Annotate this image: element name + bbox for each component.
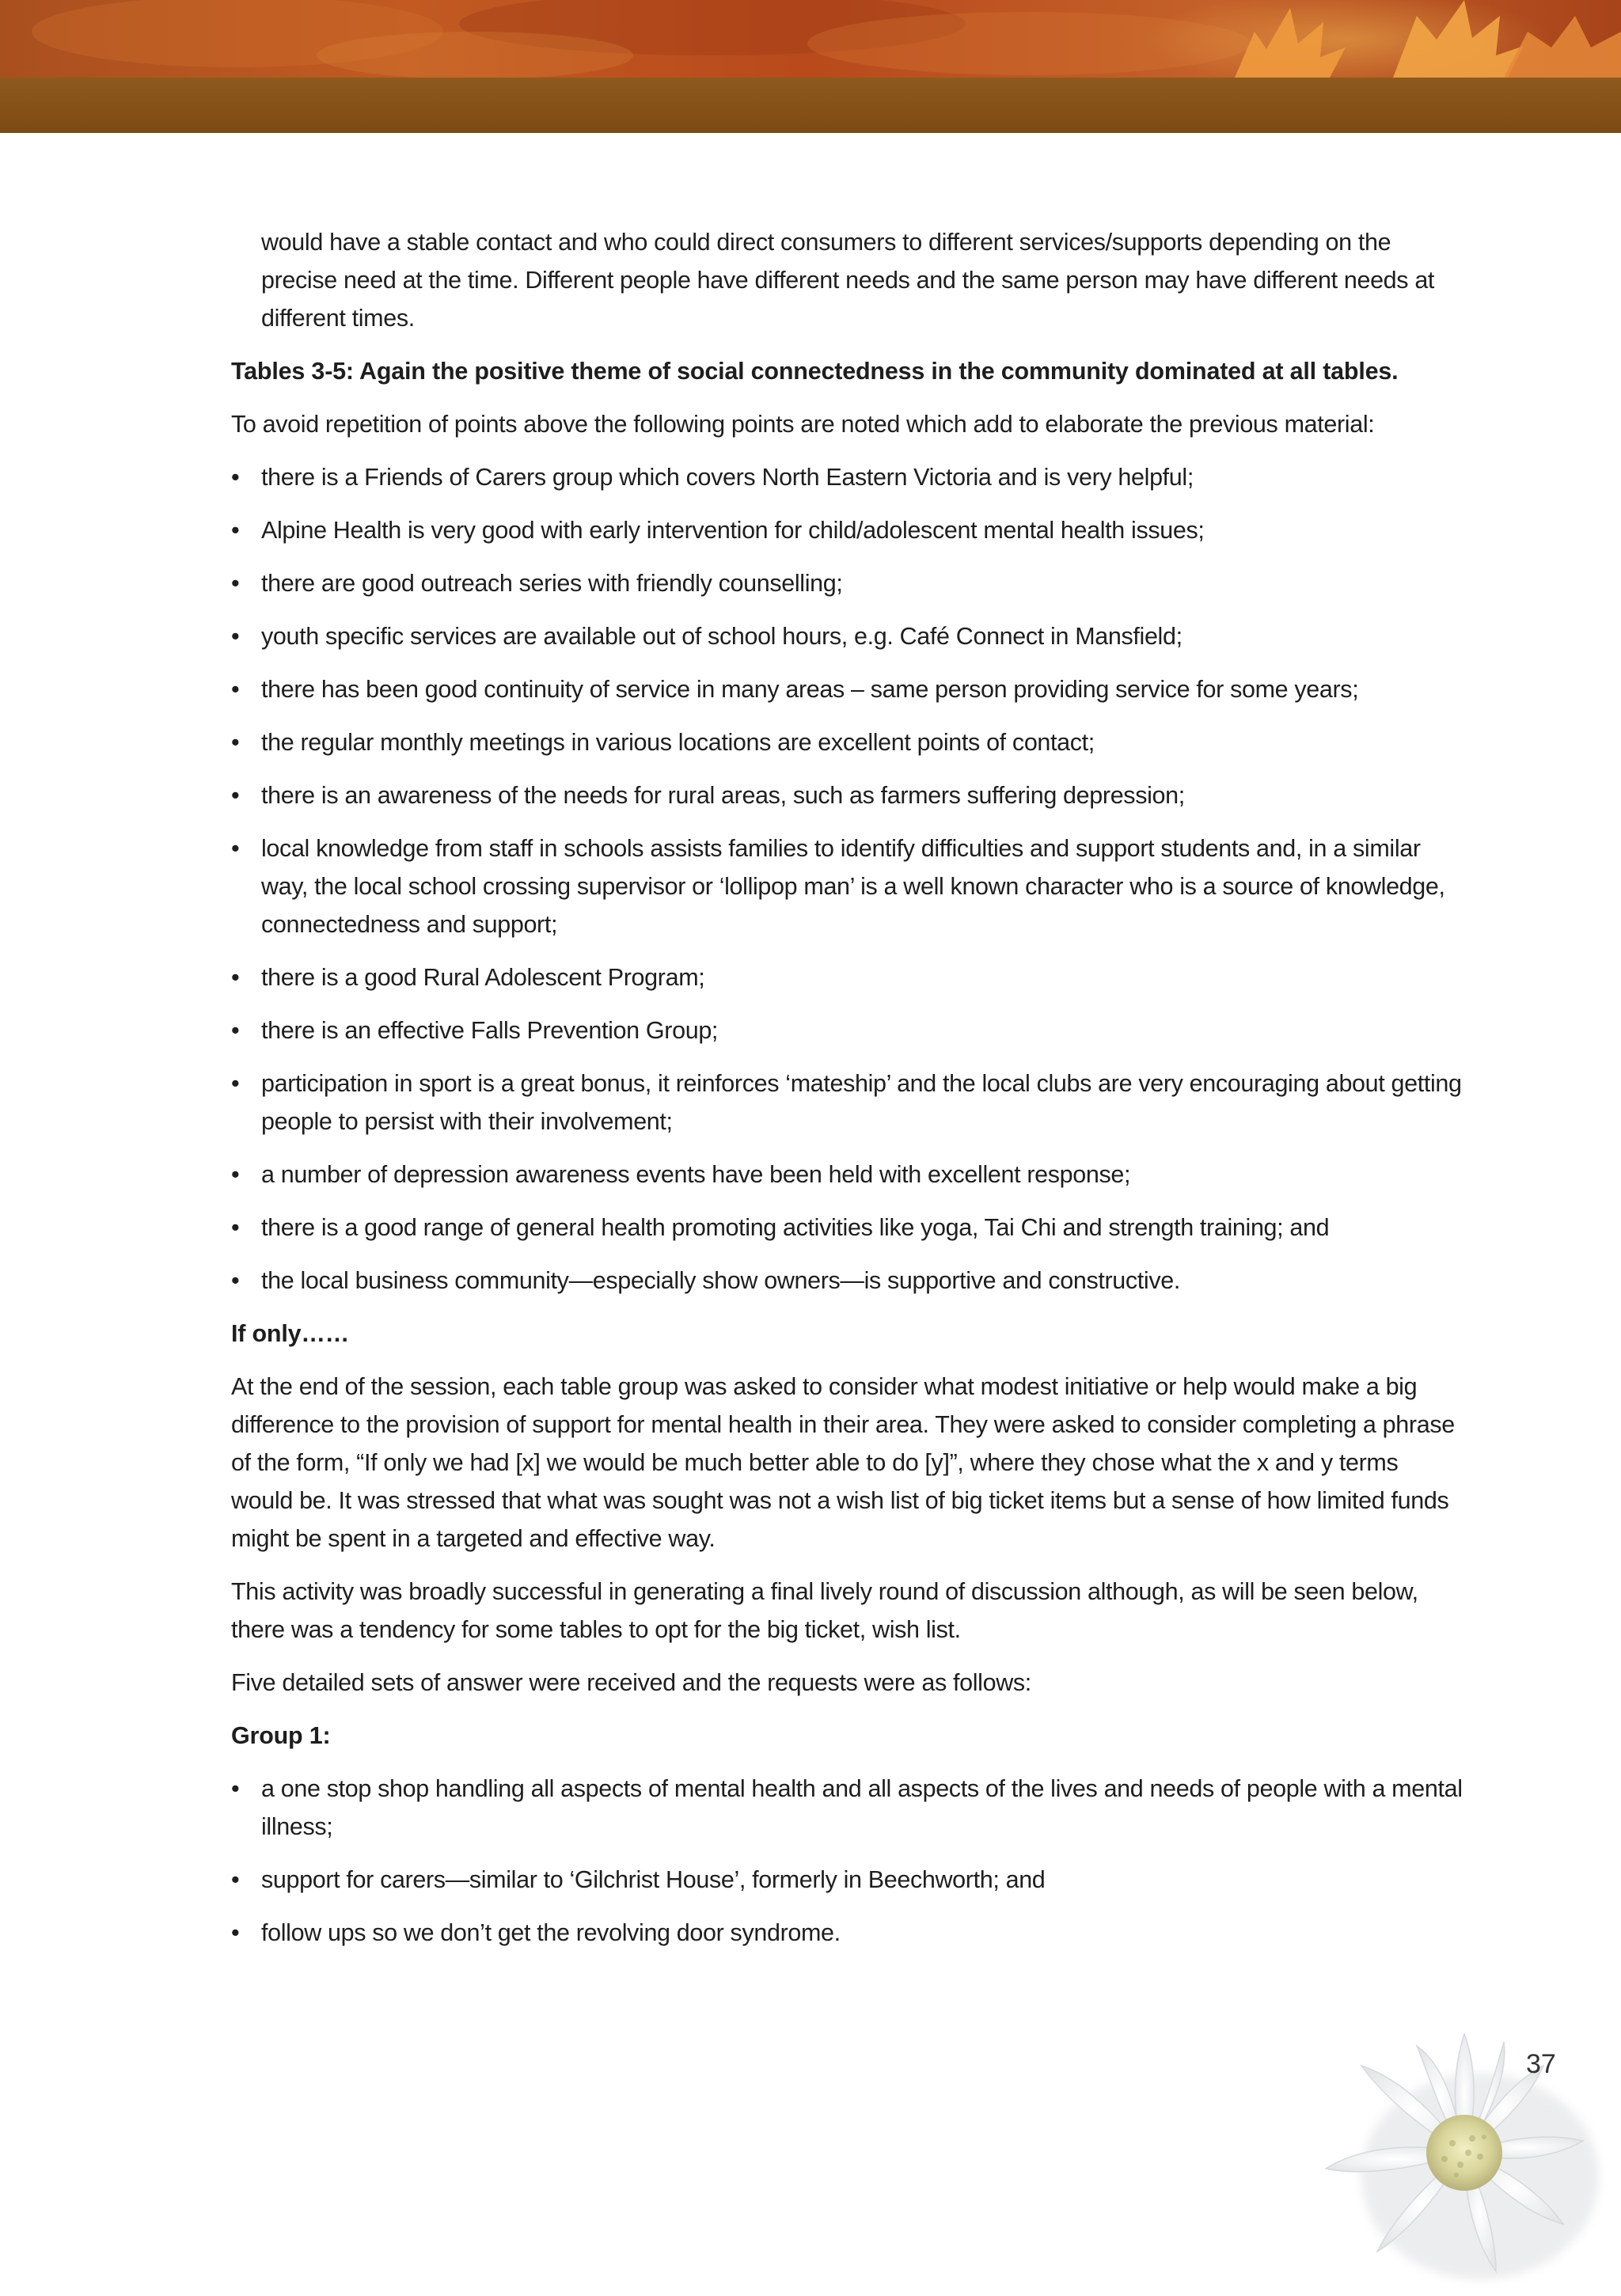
- bullet-icon: •: [231, 1775, 240, 1802]
- list-item-text: there is a good range of general health promoting activities like yoga, Tai Chi and strength training; and: [261, 1214, 1330, 1241]
- list-item: [231, 1065, 1466, 1140]
- if-only-heading: If only……: [231, 1320, 350, 1347]
- bullet-icon: •: [231, 517, 240, 544]
- list-item: [231, 1914, 1466, 1952]
- page-number: 37: [1526, 2049, 1556, 2079]
- list-item: [231, 1209, 1466, 1247]
- list-item-text: a number of depression awareness events have been held with excellent response;: [261, 1161, 1131, 1188]
- list-item-text: a one stop shop handling all aspects of mental health and all aspects of the lives and needs of people with a mental illness;: [261, 1775, 1463, 1840]
- header-banner-image: [0, 0, 1621, 133]
- bullet-icon: •: [231, 676, 240, 703]
- list-item-text: there has been good continuity of service in many areas – same person providing service for some years;: [261, 676, 1359, 703]
- list-item: [231, 1011, 1466, 1049]
- bullet-icon: •: [231, 570, 240, 597]
- list-item-text: there is an effective Falls Prevention Group;: [261, 1017, 719, 1044]
- list-item: [231, 511, 1466, 549]
- list-item: [231, 1770, 1466, 1846]
- list-item: [231, 776, 1466, 814]
- list-item: [231, 1861, 1466, 1899]
- bullet-icon: •: [231, 729, 240, 756]
- bullet-icon: •: [231, 1919, 240, 1946]
- list-item-text: the local business community—especially show owners—is supportive and constructive.: [261, 1267, 1180, 1294]
- list-item-text: there is a Friends of Carers group which covers North Eastern Victoria and is very helpful;: [261, 464, 1194, 491]
- list-item-text: participation in sport is a great bonus, it reinforces ‘mateship’ and the local clubs are very encouraging about getting people to persist with their involvement;: [261, 1070, 1462, 1135]
- autumn-leaves-banner: [0, 0, 1621, 133]
- if-only-paragraph: Five detailed sets of answer were received and the requests were as follows:: [231, 1669, 1031, 1696]
- list-item: [231, 723, 1466, 761]
- bullet-icon: •: [231, 1214, 240, 1241]
- list-item: [231, 829, 1466, 943]
- list-item: [231, 1156, 1466, 1194]
- list-item-text: there is a good Rural Adolescent Program;: [261, 964, 705, 991]
- list-item: [231, 1262, 1466, 1300]
- bullet-icon: •: [231, 623, 240, 650]
- list-item: [231, 670, 1466, 708]
- bullet-icon: •: [231, 964, 240, 991]
- group1-points-list: [231, 1770, 1466, 1952]
- list-item-text: local knowledge from staff in schools assists families to identify difficulties and support students and, in a similar way, the local school crossing supervisor or ‘lollipop man’ is a well known character who is a source of knowledge, connectedness and support;: [261, 835, 1445, 938]
- tables-heading: Tables 3-5: Again the positive theme of social connectedness in the community dominated at all tables.: [231, 358, 1399, 385]
- list-item-text: follow ups so we don’t get the revolving door syndrome.: [261, 1919, 841, 1946]
- tables-points-list: [231, 458, 1466, 1300]
- bullet-icon: •: [231, 1267, 240, 1294]
- bullet-icon: •: [231, 1161, 240, 1188]
- group1-heading: Group 1:: [231, 1722, 331, 1749]
- if-only-paragraph: This activity was broadly successful in generating a final lively round of discussion although, as will be seen below, there was a tendency for some tables to opt for the big ticket, wish list.: [231, 1578, 1418, 1643]
- list-item-text: the regular monthly meetings in various locations are excellent points of contact;: [261, 729, 1095, 756]
- list-item: [231, 617, 1466, 655]
- bullet-icon: •: [231, 782, 240, 809]
- list-item-text: there is an awareness of the needs for rural areas, such as farmers suffering depression;: [261, 782, 1185, 809]
- if-only-paragraph: At the end of the session, each table group was asked to consider what modest initiative or help would make a big difference to the provision of support for mental health in their area. They were asked to consider completing a phrase of the form, “If only we had [x] we would be much better able to do [y]”, where they chose what the x and y terms would be. It was stressed that what was sought was not a wish list of big ticket items but a sense of how limited funds might be spent in a targeted and effective way.: [231, 1373, 1455, 1552]
- bullet-icon: •: [231, 1070, 240, 1097]
- list-item: [231, 564, 1466, 602]
- flannel-flower-image: [1258, 2026, 1621, 2292]
- list-item: [231, 458, 1466, 496]
- list-item-text: youth specific services are available out of school hours, e.g. Café Connect in Mansfield;: [261, 623, 1183, 650]
- list-item-text: Alpine Health is very good with early intervention for child/adolescent mental health issues;: [261, 517, 1205, 544]
- intro-continuation-paragraph: would have a stable contact and who could direct consumers to different services/supports depending on the precise need at the time. Different people have different needs and the same person may have different needs at different times.: [261, 229, 1435, 332]
- list-item-text: support for carers—similar to ‘Gilchrist House’, formerly in Beechworth; and: [261, 1866, 1046, 1893]
- bullet-icon: •: [231, 1866, 240, 1893]
- list-item: [231, 958, 1466, 996]
- bullet-icon: •: [231, 464, 240, 491]
- list-item-text: there are good outreach series with friendly counselling;: [261, 570, 843, 597]
- page-content: [231, 223, 1466, 1967]
- bullet-icon: •: [231, 1017, 240, 1044]
- bullet-icon: •: [231, 835, 240, 862]
- tables-intro-paragraph: To avoid repetition of points above the following points are noted which add to elaborate the previous material:: [231, 411, 1375, 438]
- flower-icon: [1258, 2026, 1621, 2292]
